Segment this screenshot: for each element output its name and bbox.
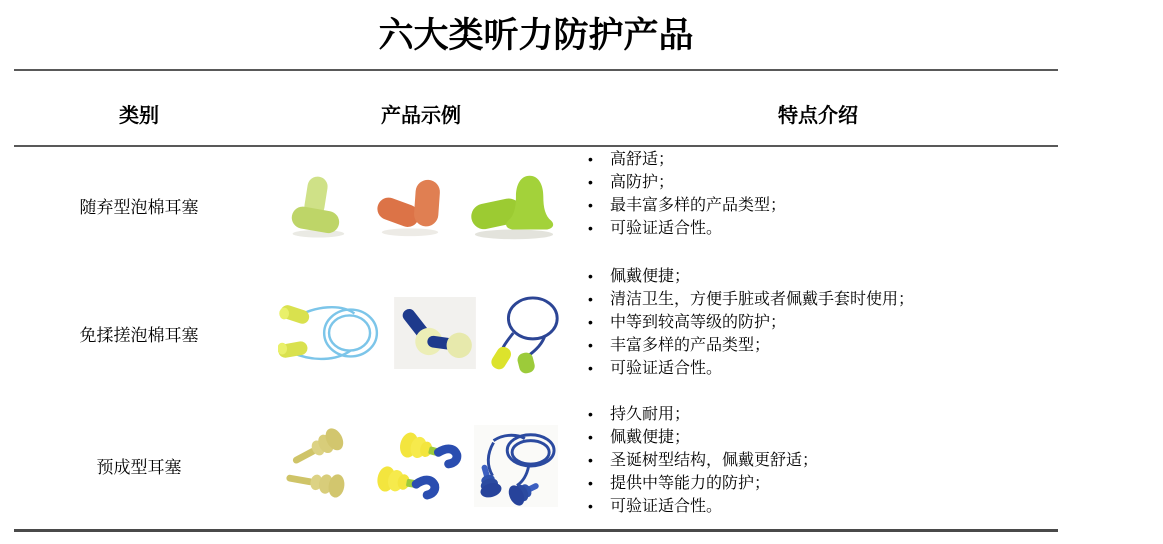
products-table xyxy=(14,69,1058,532)
blue-corded-triflange-earplugs-image xyxy=(474,425,558,507)
column-header-features: 特点介绍 xyxy=(778,104,858,127)
yellow-flanged-earplugs-image xyxy=(376,426,462,506)
green-bell-foam-earplugs-image xyxy=(469,164,559,248)
feature-text: • 佩戴便捷； xyxy=(610,429,691,446)
product-images-cell xyxy=(264,264,578,402)
feature-item xyxy=(578,334,1058,357)
feature-text: • 可验证适合性。 xyxy=(610,498,723,515)
feature-list xyxy=(578,403,1058,518)
table-row-disposable-foam xyxy=(14,147,1058,264)
category-label: 免揉搓泡棉耳塞 xyxy=(79,325,199,345)
column-header-category: 类别 xyxy=(119,104,159,127)
feature-item xyxy=(578,288,1058,311)
page-title: 六大类听力防护产品 xyxy=(378,16,694,55)
table-header-row xyxy=(14,71,1058,147)
feature-item xyxy=(578,495,1058,518)
category-label: 预成型耳塞 xyxy=(96,458,182,477)
khaki-flanged-earplugs-image xyxy=(284,427,364,505)
feature-text: • 最丰富多样的产品类型； xyxy=(610,197,787,214)
feature-item xyxy=(578,148,1058,171)
feature-text: • 高防护； xyxy=(610,174,675,191)
feature-text: • 清洁卫生，方便手脏或者佩戴手套时使用； xyxy=(610,291,915,308)
table-row-premolded xyxy=(14,402,1058,529)
light-green-foam-earplugs-image xyxy=(284,168,349,244)
feature-text: • 可验证适合性。 xyxy=(610,220,723,237)
column-header-examples: 产品示例 xyxy=(381,104,461,127)
feature-item xyxy=(578,171,1058,194)
feature-item xyxy=(578,311,1058,334)
corded-bell-earplugs-image xyxy=(486,292,564,374)
table-row-no-roll-foam xyxy=(14,264,1058,402)
feature-item xyxy=(578,403,1058,426)
category-label: 随弃型泡棉耳塞 xyxy=(79,198,199,217)
features-cell xyxy=(578,402,1058,529)
feature-list xyxy=(578,148,1058,240)
feature-item xyxy=(578,426,1058,449)
feature-text: • 圣诞树型结构，佩戴更舒适； xyxy=(610,452,819,469)
push-in-foam-earplugs-image xyxy=(394,297,476,369)
feature-text: • 可验证适合性。 xyxy=(610,360,723,377)
feature-item xyxy=(578,265,1058,288)
feature-text: • 佩戴便捷； xyxy=(610,268,691,285)
orange-foam-earplugs-image xyxy=(375,171,443,241)
features-cell xyxy=(578,264,1058,402)
feature-text: • 中等到较高等级的防护； xyxy=(610,314,787,331)
features-cell xyxy=(578,147,1058,264)
corded-push-in-earplugs-image xyxy=(278,292,384,374)
feature-item xyxy=(578,194,1058,217)
feature-item xyxy=(578,449,1058,472)
feature-text: • 丰富多样的产品类型； xyxy=(610,337,771,354)
product-images-cell xyxy=(264,402,578,529)
feature-item xyxy=(578,357,1058,380)
feature-text: • 高舒适； xyxy=(610,151,675,168)
feature-item xyxy=(578,217,1058,240)
feature-text: • 提供中等能力的防护； xyxy=(610,475,771,492)
product-images-cell xyxy=(264,147,578,264)
feature-item xyxy=(578,472,1058,495)
feature-list xyxy=(578,265,1058,380)
feature-text: • 持久耐用； xyxy=(610,406,691,423)
